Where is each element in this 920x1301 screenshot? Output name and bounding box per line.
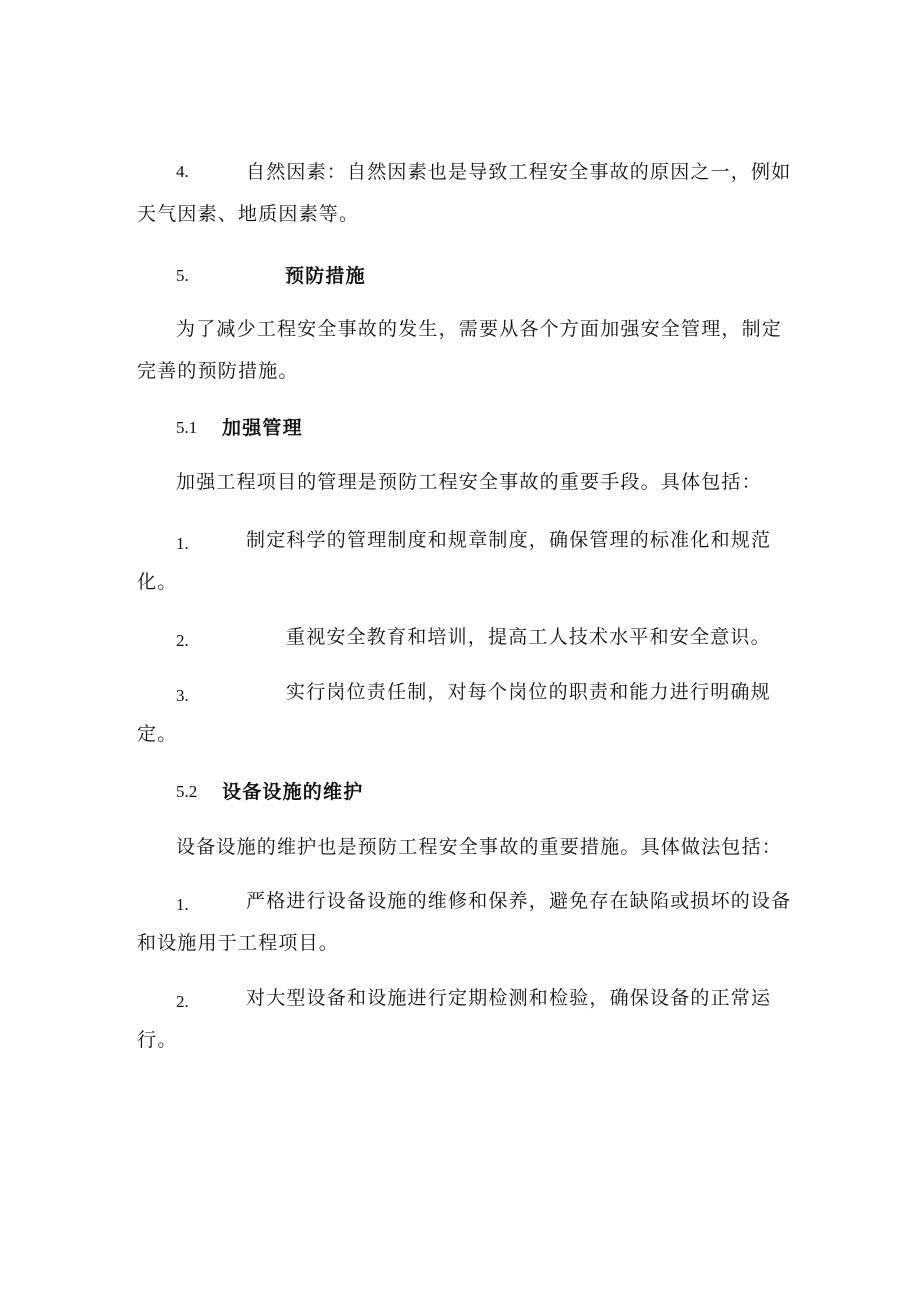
list-item-text: 严格进行设备设施的维修和保养，避免存在缺陷或损坏的设备 xyxy=(246,890,792,912)
item-text-line: 天气因素、地质因素等。 xyxy=(137,203,360,225)
paragraph-line: 完善的预防措施。 xyxy=(137,360,299,382)
item-number: 4. xyxy=(176,162,189,181)
list-item-text: 对大型设备和设施进行定期检测和检验，确保设备的正常运 xyxy=(246,987,772,1009)
list-item-number: 3. xyxy=(176,686,189,705)
list-item-number: 2. xyxy=(176,992,189,1011)
list-item-text: 化。 xyxy=(137,571,178,593)
item-text-line: 自然因素：自然因素也是导致工程安全事故的原因之一，例如 xyxy=(246,161,792,183)
list-item-number: 2. xyxy=(176,631,189,650)
subsection-number: 5.1 xyxy=(176,418,198,437)
list-item-text: 行。 xyxy=(137,1029,178,1051)
paragraph-line: 为了减少工程安全事故的发生，需要从各个方面加强安全管理，制定 xyxy=(176,318,783,340)
list-item-text: 实行岗位责任制，对每个岗位的职责和能力进行明确规 xyxy=(286,681,771,703)
section-number: 5. xyxy=(176,266,189,285)
subsection-title: 加强管理 xyxy=(222,417,303,439)
subsection-title: 设备设施的维护 xyxy=(222,781,364,803)
list-item-number: 1. xyxy=(176,895,189,914)
paragraph-line: 设备设施的维护也是预防工程安全事故的重要措施。具体做法包括： xyxy=(176,836,783,858)
list-item-text: 定。 xyxy=(137,723,178,745)
section-title: 预防措施 xyxy=(285,265,366,287)
paragraph-line: 加强工程项目的管理是预防工程安全事故的重要手段。具体包括： xyxy=(176,471,762,493)
list-item-number: 1. xyxy=(176,534,189,553)
list-item-text: 重视安全教育和培训，提高工人技术水平和安全意识。 xyxy=(286,626,771,648)
subsection-number: 5.2 xyxy=(176,782,198,801)
list-item-text: 制定科学的管理制度和规章制度，确保管理的标准化和规范 xyxy=(246,529,772,551)
list-item-text: 和设施用于工程项目。 xyxy=(137,932,340,954)
